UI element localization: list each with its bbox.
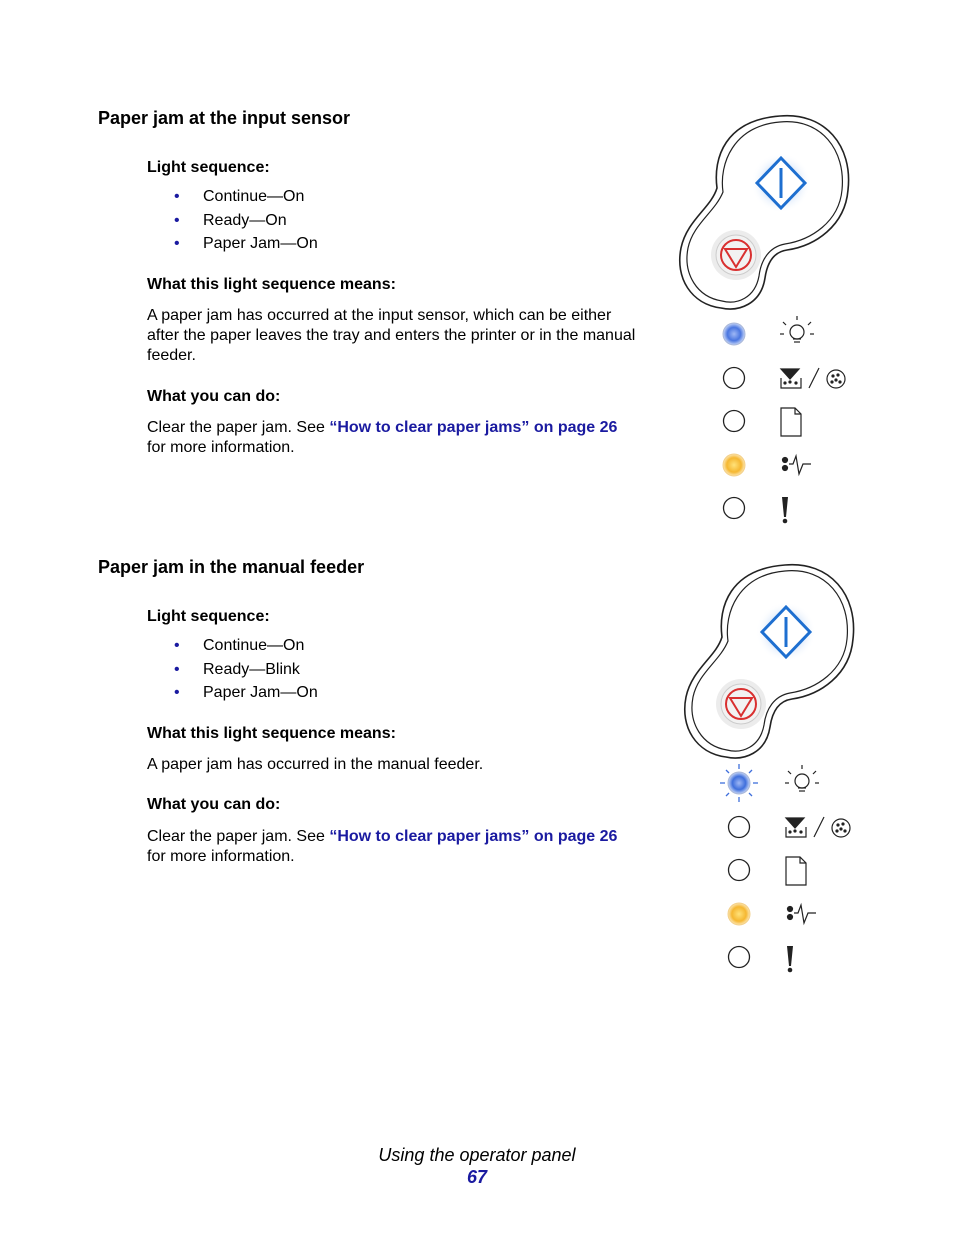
load-paper-light — [729, 860, 750, 881]
list-item: • Paper Jam—On — [147, 234, 318, 258]
means-line: feeder. — [147, 347, 196, 364]
do-suffix: for more information. — [147, 848, 295, 865]
light-sequence-heading: Light sequence: — [147, 608, 270, 625]
page-number: 67 — [466, 1167, 488, 1187]
error-light — [729, 947, 750, 968]
load-paper-light — [724, 411, 745, 432]
toner-icon — [786, 817, 850, 837]
paper-icon — [786, 857, 806, 885]
means-heading: What this light sequence means: — [147, 725, 396, 742]
clear-jams-link[interactable]: “How to clear paper jams” on page 26 — [329, 828, 618, 845]
what-you-can-do-text — [147, 827, 672, 867]
paper-icon — [781, 408, 801, 436]
list-item: • Continue—On — [147, 187, 318, 211]
section-title: Paper jam in the manual feeder — [98, 557, 365, 577]
do-prefix: Clear the paper jam. See — [147, 419, 330, 436]
list-item: • Continue—On — [147, 636, 318, 660]
means-line: A paper jam has occurred at the input sensor, which can be either — [147, 307, 612, 324]
paper-jam-icon — [788, 905, 817, 923]
list-item: • Ready—Blink — [147, 660, 318, 684]
section-manual-feeder — [0, 449, 954, 949]
means-heading: What this light sequence means: — [147, 276, 396, 293]
lightbulb-icon — [785, 765, 819, 791]
what-you-can-do-heading: What you can do: — [147, 796, 281, 813]
means-line: after the paper leaves the tray and enters the printer or in the manual — [147, 327, 636, 344]
operator-panel-illustration — [680, 557, 880, 977]
lightbulb-icon — [780, 316, 814, 342]
list-item: • Ready—On — [147, 211, 318, 235]
what-you-can-do-heading: What you can do: — [147, 388, 281, 405]
toner-icon — [781, 368, 845, 388]
section-input-sensor — [0, 0, 954, 500]
light-sequence-list — [147, 187, 318, 258]
footer-chapter-title: Using the operator panel — [378, 1145, 576, 1165]
do-prefix: Clear the paper jam. See — [147, 828, 330, 845]
panel-outline — [685, 565, 854, 758]
continue-light-blink — [720, 764, 758, 802]
means-line: A paper jam has occurred in the manual feeder. — [147, 756, 484, 773]
light-sequence-list — [147, 636, 318, 707]
light-sequence-heading: Light sequence: — [147, 159, 270, 176]
toner-light — [729, 817, 750, 838]
continue-light — [723, 323, 745, 345]
do-suffix: for more information. — [147, 439, 295, 456]
list-item: • Paper Jam—On — [147, 683, 318, 707]
panel-outline — [680, 116, 849, 309]
exclamation-icon — [787, 946, 793, 972]
toner-light — [724, 368, 745, 389]
clear-jams-link[interactable]: “How to clear paper jams” on page 26 — [329, 419, 618, 436]
section-title: Paper jam at the input sensor — [98, 108, 351, 128]
paper-jam-light — [728, 903, 750, 925]
means-text — [147, 306, 672, 366]
means-text — [147, 755, 672, 775]
